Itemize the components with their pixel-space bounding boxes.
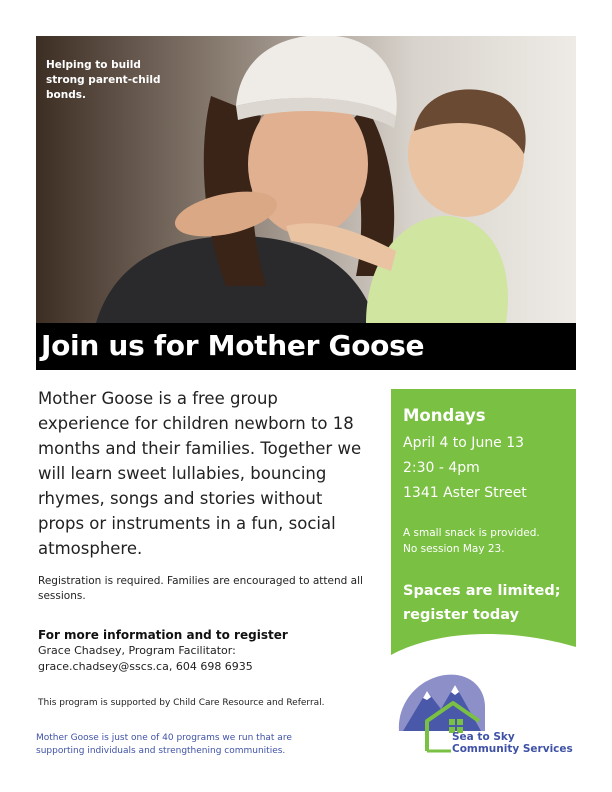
- registration-note: Registration is required. Families are encouraged to attend all sessions.: [38, 575, 363, 602]
- schedule-dates: April 4 to June 13: [403, 435, 525, 451]
- register-callout: [403, 579, 561, 627]
- intro-paragraph: Mother Goose is a free group experience for children newborn to 18 months and their families. Together we will learn sweet lullabies, bouncing rhymes, songs and stories without props or instruments in a fun, social atmosphere.: [38, 389, 362, 558]
- organization-logo: [397, 669, 577, 759]
- schedule-location: 1341 Aster Street: [403, 485, 527, 501]
- hero-photo: [36, 36, 576, 323]
- no-session-note: No session May 23.: [403, 543, 505, 555]
- logo-line-2: Community Services: [452, 743, 573, 755]
- title-bar: [36, 323, 576, 370]
- schedule-notes: [403, 525, 540, 557]
- contact-details: grace.chadsey@sscs.ca, 604 698 6935: [38, 660, 253, 673]
- schedule-day: Mondays: [403, 406, 486, 425]
- spaces-limited-text: Spaces are limited;: [403, 583, 561, 599]
- contact-info: [38, 627, 368, 675]
- contact-name: Grace Chadsey, Program Facilitator:: [38, 644, 236, 657]
- panel-curve: [391, 625, 576, 665]
- contact-heading: For more information and to register: [38, 628, 288, 642]
- support-note: This program is supported by Child Care Resource and Referral.: [38, 698, 325, 708]
- footer-note: Mother Goose is just one of 40 programs we run that are supporting individuals and strengthening communities.: [36, 733, 292, 756]
- schedule-panel: [391, 389, 576, 665]
- register-today-text: register today: [403, 607, 519, 623]
- schedule-details: [403, 431, 527, 506]
- logo-line-1: Sea to Sky: [452, 731, 515, 743]
- photo-tagline: Helping to build strong parent-child bonds.: [46, 59, 161, 101]
- page-title: Join us for Mother Goose: [41, 329, 425, 362]
- snack-note: A small snack is provided.: [403, 527, 540, 539]
- schedule-time: 2:30 - 4pm: [403, 460, 480, 476]
